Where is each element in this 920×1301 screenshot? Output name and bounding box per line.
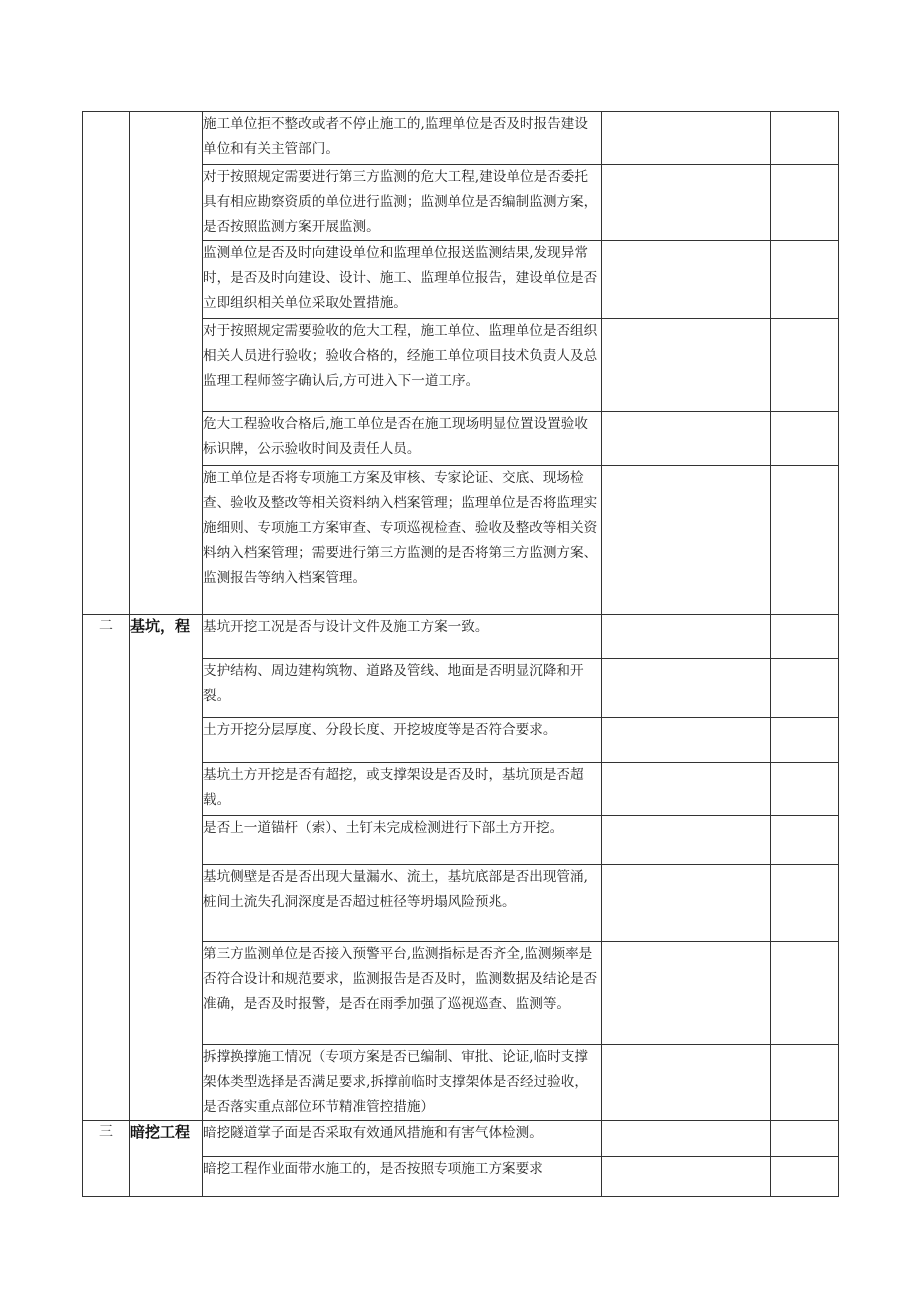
check-item: 土方开挖分层厚度、分段长度、开挖坡度等是否符合要求。: [203, 718, 602, 763]
remark-cell[interactable]: [771, 112, 839, 165]
check-item: 施工单位拒不整改或者不停止施工的,监理单位是否及时报告建设单位和有关主管部门。: [203, 112, 602, 165]
remark-cell[interactable]: [771, 412, 839, 466]
section-number-cell: [83, 112, 130, 615]
remark-cell[interactable]: [771, 1121, 839, 1157]
result-cell[interactable]: [602, 1121, 771, 1157]
result-cell[interactable]: [602, 718, 771, 763]
result-cell[interactable]: [602, 319, 771, 412]
check-item: 是否上一道锚杆（索）、土钉未完成检测进行下部土方开挖。: [203, 816, 602, 865]
remark-cell[interactable]: [771, 319, 839, 412]
remark-cell[interactable]: [771, 816, 839, 865]
remark-cell[interactable]: [771, 615, 839, 659]
result-cell[interactable]: [602, 615, 771, 659]
remark-cell[interactable]: [771, 659, 839, 718]
result-cell[interactable]: [602, 1045, 771, 1121]
remark-cell[interactable]: [771, 718, 839, 763]
result-cell[interactable]: [602, 659, 771, 718]
result-cell[interactable]: [602, 241, 771, 319]
remark-cell[interactable]: [771, 1157, 839, 1197]
table-row: [83, 112, 839, 165]
result-cell[interactable]: [602, 763, 771, 816]
result-cell[interactable]: [602, 942, 771, 1045]
remark-cell[interactable]: [771, 241, 839, 319]
section-category-cell: [130, 112, 203, 615]
result-cell[interactable]: [602, 466, 771, 615]
result-cell[interactable]: [602, 412, 771, 466]
remark-cell[interactable]: [771, 165, 839, 241]
check-item: 拆撑换撑施工情况（专项方案是否已编制、审批、论证,临时支撑架体类型选择是否满足要求,拆撑前临时支撑架体是否经过验收，是否落实重点部位环节精准管控措施）: [203, 1045, 602, 1121]
result-cell[interactable]: [602, 865, 771, 942]
remark-cell[interactable]: [771, 466, 839, 615]
check-item: 暗挖隧道掌子面是否采取有效通风措施和有害气体检测。: [203, 1121, 602, 1157]
inspection-table: [82, 111, 839, 1197]
result-cell[interactable]: [602, 112, 771, 165]
check-item: 监测单位是否及时向建设单位和监理单位报送监测结果,发现异常时，是否及时向建设、设计、施工、监理单位报告，建设单位是否立即组织相关单位采取处置措施。: [203, 241, 602, 319]
section-number: 三: [83, 1121, 130, 1197]
result-cell[interactable]: [602, 816, 771, 865]
remark-cell[interactable]: [771, 763, 839, 816]
section-number: 二: [83, 615, 130, 1121]
check-item: 危大工程验收合格后,施工单位是否在施工现场明显位置设置验收标识牌，公示验收时间及责任人员。: [203, 412, 602, 466]
check-item: 对于按照规定需要验收的危大工程，施工单位、监理单位是否组织相关人员进行验收；验收合格的，经施工单位项目技术负责人及总监理工程师签字确认后,方可进入下一道工序。: [203, 319, 602, 412]
check-item: 基坑侧壁是否是否出现大量漏水、流土，基坑底部是否出现管涌,桩间土流失孔洞深度是否超过桩径等坍塌风险预兆。: [203, 865, 602, 942]
check-item: 第三方监测单位是否接入预警平台,监测指标是否齐全,监测频率是否符合设计和规范要求，监测报告是否及时，监测数据及结论是否准确，是否及时报警，是否在雨季加强了巡视巡查、监测等。: [203, 942, 602, 1045]
remark-cell[interactable]: [771, 942, 839, 1045]
remark-cell[interactable]: [771, 865, 839, 942]
section-category: 基坑，程: [130, 615, 203, 1121]
check-item: 支护结构、周边建构筑物、道路及管线、地面是否明显沉降和开裂。: [203, 659, 602, 718]
check-item: 基坑土方开挖是否有超挖，或支撑架设是否及时，基坑顶是否超载。: [203, 763, 602, 816]
check-item: 基坑开挖工况是否与设计文件及施工方案一致。: [203, 615, 602, 659]
section-category: 暗挖工程: [130, 1121, 203, 1197]
table-row: [83, 1121, 839, 1157]
result-cell[interactable]: [602, 1157, 771, 1197]
check-item: 对于按照规定需要进行第三方监测的危大工程,建设单位是否委托具有相应勘察资质的单位进行监测；监测单位是否编制监测方案，是否按照监测方案开展监测。: [203, 165, 602, 241]
remark-cell[interactable]: [771, 1045, 839, 1121]
table-row: [83, 615, 839, 659]
check-item: 暗挖工程作业面带水施工的，是否按照专项施工方案要求: [203, 1157, 602, 1197]
check-item: 施工单位是否将专项施工方案及审核、专家论证、交底、现场检查、验收及整改等相关资料纳入档案管理；监理单位是否将监理实施细则、专项施工方案审查、专项巡视检查、验收及整改等相关资料纳入档案管理；需要进行第三方监测的是否将第三方监测方案、监测报告等纳入档案管理。: [203, 466, 602, 615]
result-cell[interactable]: [602, 165, 771, 241]
